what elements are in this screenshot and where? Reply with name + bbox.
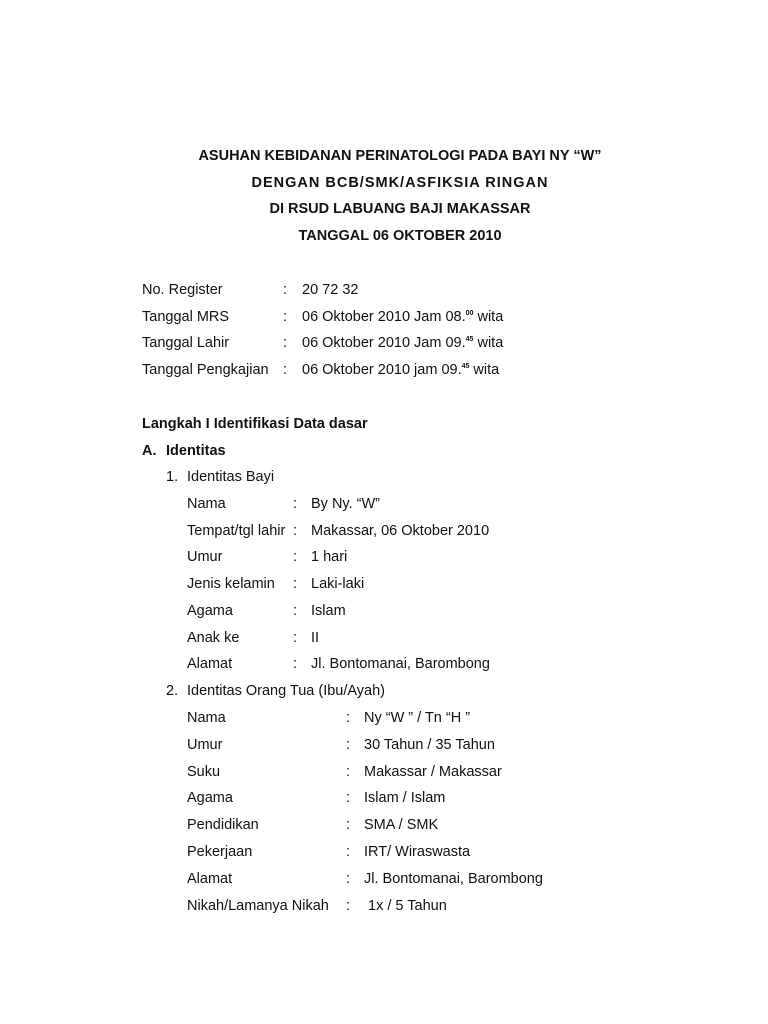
parents-address-value: Jl. Bontomanai, Barombong	[364, 871, 543, 887]
mrs-label: Tanggal MRS	[142, 309, 230, 325]
baby-address-label: Alamat	[187, 656, 233, 672]
parents-education-value: SMA / SMK	[364, 817, 439, 833]
baby-religion-value: Islam	[311, 603, 346, 619]
parents-heading: Identitas Orang Tua (Ibu/Ayah)	[187, 683, 386, 699]
baby-sex-label: Jenis kelamin	[187, 576, 275, 592]
mrs-colon: :	[283, 309, 288, 325]
section-a-title: Identitas	[166, 443, 226, 459]
parents-religion-colon: :	[346, 790, 351, 806]
baby-child-order-colon: :	[293, 630, 298, 646]
register-label: No. Register	[142, 282, 223, 298]
baby-child-order-label: Anak ke	[187, 630, 240, 646]
title-line-2: DENGAN BCB/SMK/ASFIKSIA RINGAN	[251, 175, 549, 191]
assessment-label: Tanggal Pengkajian	[142, 362, 269, 378]
section-a-letter: A.	[142, 443, 157, 459]
baby-religion-colon: :	[293, 603, 298, 619]
baby-sex-value: Laki-laki	[311, 576, 365, 592]
parents-religion-label: Agama	[187, 790, 233, 806]
baby-child-order-value: II	[311, 630, 320, 646]
parents-occupation-label: Pekerjaan	[187, 844, 253, 860]
step-heading: Langkah I Identifikasi Data dasar	[142, 416, 368, 432]
parents-name-label: Nama	[187, 710, 226, 726]
baby-heading: Identitas Bayi	[187, 469, 275, 485]
baby-number: 1.	[166, 469, 179, 485]
parents-age-colon: :	[346, 737, 351, 753]
parents-occupation-value: IRT/ Wiraswasta	[364, 844, 471, 860]
parents-ethnicity-colon: :	[346, 764, 351, 780]
title-line-1: ASUHAN KEBIDANAN PERINATOLOGI PADA BAYI NY “W”	[198, 148, 602, 164]
baby-sex-colon: :	[293, 576, 298, 592]
baby-religion-label: Agama	[187, 603, 233, 619]
parents-name-value: Ny “W ” / Tn “H ”	[364, 710, 471, 726]
title-line-3: DI RSUD LABUANG BAJI MAKASSAR	[269, 201, 531, 217]
parents-address-label: Alamat	[187, 871, 233, 887]
parents-ethnicity-label: Suku	[187, 764, 221, 780]
parents-religion-value: Islam / Islam	[364, 790, 446, 806]
assessment-colon: :	[283, 362, 288, 378]
parents-age-label: Umur	[187, 737, 223, 753]
title-line-4: TANGGAL 06 OKTOBER 2010	[298, 228, 502, 244]
parents-marriage-label: Nikah/Lamanya Nikah	[187, 898, 329, 914]
parents-marriage-colon: :	[346, 898, 351, 914]
baby-name-label: Nama	[187, 496, 226, 512]
birth-colon: :	[283, 335, 288, 351]
baby-birth-label: Tempat/tgl lahir	[187, 523, 286, 539]
baby-name-value: By Ny. “W”	[311, 496, 380, 512]
register-value: 20 72 32	[302, 282, 359, 298]
parents-address-colon: :	[346, 871, 351, 887]
parents-age-value: 30 Tahun / 35 Tahun	[364, 737, 495, 753]
assessment-value: 06 Oktober 2010 jam 09.45 wita	[302, 362, 500, 378]
baby-address-colon: :	[293, 656, 298, 672]
parents-education-colon: :	[346, 817, 351, 833]
parents-education-label: Pendidikan	[187, 817, 259, 833]
baby-age-label: Umur	[187, 549, 223, 565]
baby-birth-value: Makassar, 06 Oktober 2010	[311, 523, 490, 539]
parents-occupation-colon: :	[346, 844, 351, 860]
birth-value: 06 Oktober 2010 Jam 09.45 wita	[302, 335, 504, 351]
parents-number: 2.	[166, 683, 179, 699]
birth-label: Tanggal Lahir	[142, 335, 230, 351]
register-colon: :	[283, 282, 288, 298]
parents-name-colon: :	[346, 710, 351, 726]
baby-birth-colon: :	[293, 523, 298, 539]
parents-ethnicity-value: Makassar / Makassar	[364, 764, 502, 780]
mrs-value: 06 Oktober 2010 Jam 08.00 wita	[302, 309, 504, 325]
baby-address-value: Jl. Bontomanai, Barombong	[311, 656, 490, 672]
parents-marriage-value: 1x / 5 Tahun	[364, 898, 447, 914]
baby-name-colon: :	[293, 496, 298, 512]
baby-age-value: 1 hari	[311, 549, 348, 565]
baby-age-colon: :	[293, 549, 298, 565]
